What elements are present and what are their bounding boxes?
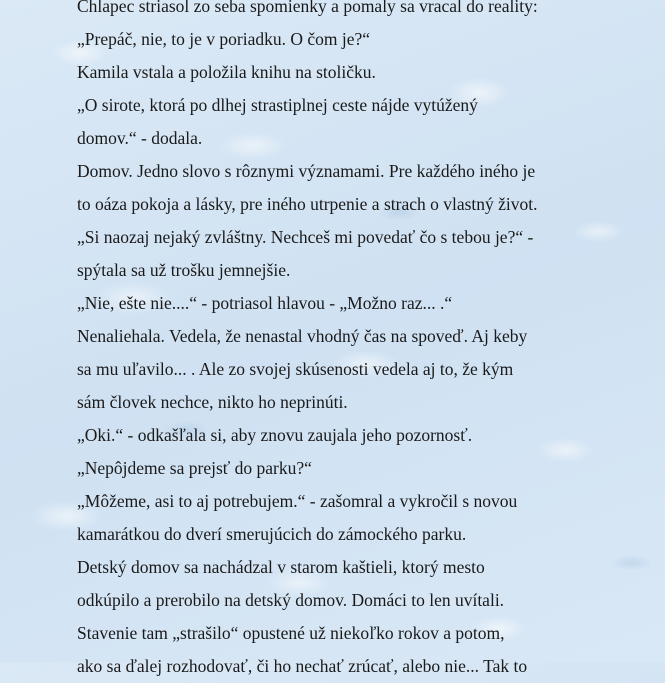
text-line: to oáza pokoja a lásky, pre iného utrpenie a strach o vlastný život.	[77, 194, 538, 214]
text-line: „Prepáč, nie, to je v poriadku. O čom je?“	[77, 29, 371, 49]
text-line: Detský domov sa nachádzal v starom kaštieli, ktorý mesto	[77, 557, 485, 577]
text-line: odkúpilo a prerobilo na detský domov. Domáci to len uvítali.	[77, 590, 505, 610]
text-line: Kamila vstala a položila knihu na stoličku.	[77, 62, 376, 82]
text-line: domov.“ - dodala.	[77, 128, 203, 148]
text-line: Stavenie tam „strašilo“ opustené už niekoľko rokov a potom,	[77, 623, 505, 643]
text-line: Domov. Jedno slovo s rôznymi významami. Pre každého iného je	[77, 161, 536, 181]
text-line: „Si naozaj nejaký zvláštny. Nechceš mi povedať čo s tebou je?“ -	[77, 227, 534, 247]
text-line: kamarátkou do dverí smerujúcich do zámockého parku.	[77, 524, 467, 544]
text-line: „Oki.“ - odkašľala si, aby znovu zaujala jeho pozornosť.	[77, 425, 473, 445]
text-line: sa mu uľavilo... . Ale zo svojej skúsenosti vedela aj to, že kým	[77, 359, 514, 379]
text-line: „Nepôjdeme sa prejsť do parku?“	[77, 458, 312, 478]
text-line: „Nie, ešte nie....“ - potriasol hlavou - „Možno raz... .“	[77, 293, 453, 313]
text-line: ako sa ďalej rozhodovať, či ho nechať zrúcať, alebo nie... Tak to	[77, 656, 528, 676]
document-body	[77, 0, 657, 683]
text-line: „Môžeme, asi to aj potrebujem.“ - zašomral a vykročil s novou	[77, 491, 518, 511]
text-line: spýtala sa už trošku jemnejšie.	[77, 260, 291, 280]
text-line: Chlapec striasol zo seba spomienky a pomaly sa vracal do reality:	[77, 0, 538, 16]
text-line: sám človek nechce, nikto ho neprinúti.	[77, 392, 348, 412]
text-line: „O sirote, ktorá po dlhej strastiplnej ceste nájde vytúžený	[77, 95, 478, 115]
text-line: Nenaliehala. Vedela, že nenastal vhodný čas na spoveď. Aj keby	[77, 326, 528, 346]
